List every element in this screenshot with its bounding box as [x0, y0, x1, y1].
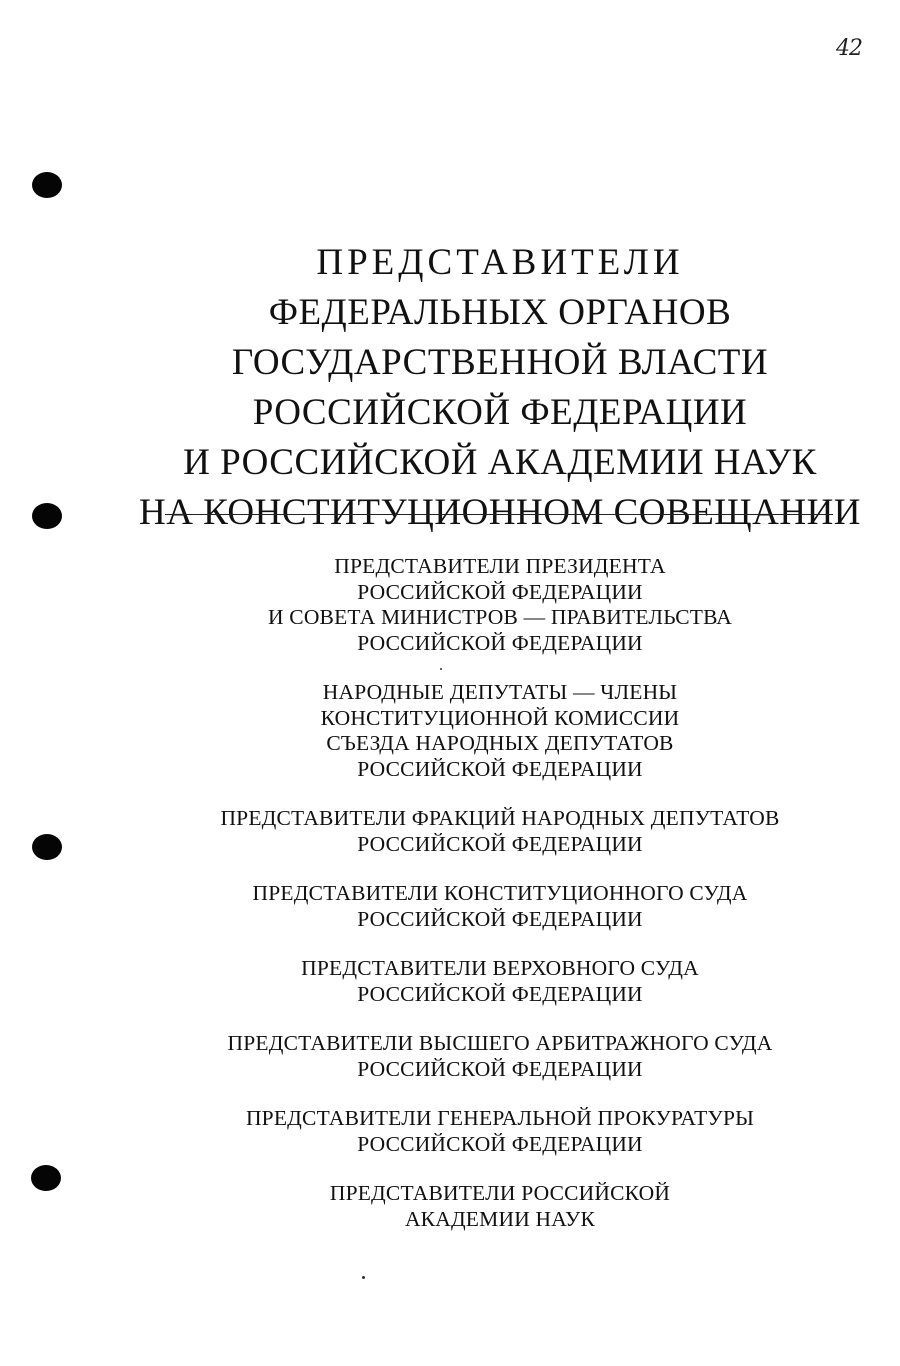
- section-line: НАРОДНЫЕ ДЕПУТАТЫ — ЧЛЕНЫ: [322, 680, 678, 704]
- punch-hole: [32, 834, 62, 860]
- title-line: И РОССИЙСКОЙ АКАДЕМИИ НАУК: [183, 442, 817, 483]
- punch-hole: [32, 172, 62, 198]
- title-line: ПРЕДСТАВИТЕЛИ: [316, 242, 684, 283]
- section-constitutional-court: [100, 881, 900, 932]
- section-line: ПРЕДСТАВИТЕЛИ КОНСТИТУЦИОННОГО СУДА: [252, 881, 748, 905]
- divider-rule: [165, 514, 833, 515]
- section-line: АКАДЕМИИ НАУК: [404, 1206, 596, 1231]
- section-list: [100, 554, 900, 1256]
- section-line: ПРЕДСТАВИТЕЛИ ФРАКЦИЙ НАРОДНЫХ ДЕПУТАТОВ: [220, 806, 780, 830]
- section-line: ПРЕДСТАВИТЕЛИ РОССИЙСКОЙ: [329, 1181, 671, 1205]
- section-presidential-representatives: [100, 554, 900, 656]
- section-supreme-court: [100, 956, 900, 1007]
- section-line: РОССИЙСКОЙ ФЕДЕРАЦИИ: [357, 981, 643, 1006]
- scan-speck: [362, 1276, 365, 1279]
- section-peoples-deputies: [100, 680, 900, 782]
- section-prosecutor-general: [100, 1106, 900, 1157]
- section-line: РОССИЙСКОЙ ФЕДЕРАЦИИ: [357, 630, 643, 655]
- page-number: 42: [836, 36, 862, 61]
- title-line: РОССИЙСКОЙ ФЕДЕРАЦИИ: [252, 392, 748, 433]
- section-line: ПРЕДСТАВИТЕЛИ ВЕРХОВНОГО СУДА: [301, 956, 699, 980]
- section-line: РОССИЙСКОЙ ФЕДЕРАЦИИ: [357, 579, 643, 604]
- page-title: [80, 238, 900, 538]
- section-line: ПРЕДСТАВИТЕЛИ ПРЕЗИДЕНТА: [334, 554, 666, 578]
- section-line: ПРЕДСТАВИТЕЛИ ГЕНЕРАЛЬНОЙ ПРОКУРАТУРЫ: [245, 1106, 755, 1130]
- section-line: СЪЕЗДА НАРОДНЫХ ДЕПУТАТОВ: [326, 731, 674, 755]
- section-line: РОССИЙСКОЙ ФЕДЕРАЦИИ: [357, 1056, 643, 1081]
- section-line: РОССИЙСКОЙ ФЕДЕРАЦИИ: [357, 1131, 643, 1156]
- section-line: РОССИЙСКОЙ ФЕДЕРАЦИИ: [357, 756, 643, 781]
- section-line: РОССИЙСКОЙ ФЕДЕРАЦИИ: [357, 906, 643, 931]
- section-line: КОНСТИТУЦИОННОЙ КОМИССИИ: [320, 705, 680, 730]
- scan-speck: [440, 668, 442, 670]
- section-arbitration-court: [100, 1031, 900, 1082]
- section-factions: [100, 806, 900, 857]
- section-line: И СОВЕТА МИНИСТРОВ — ПРАВИТЕЛЬСТВА: [267, 605, 732, 629]
- title-line: ФЕДЕРАЛЬНЫХ ОРГАНОВ: [268, 292, 732, 333]
- section-academy-of-sciences: [100, 1181, 900, 1232]
- section-line: ПРЕДСТАВИТЕЛИ ВЫСШЕГО АРБИТРАЖНОГО СУДА: [227, 1031, 773, 1055]
- section-line: РОССИЙСКОЙ ФЕДЕРАЦИИ: [357, 831, 643, 856]
- punch-hole: [31, 1165, 61, 1191]
- punch-hole: [32, 503, 62, 529]
- title-line: НА КОНСТИТУЦИОННОМ СОВЕЩАНИИ: [138, 492, 862, 533]
- title-line: ГОСУДАРСТВЕННОЙ ВЛАСТИ: [231, 342, 769, 383]
